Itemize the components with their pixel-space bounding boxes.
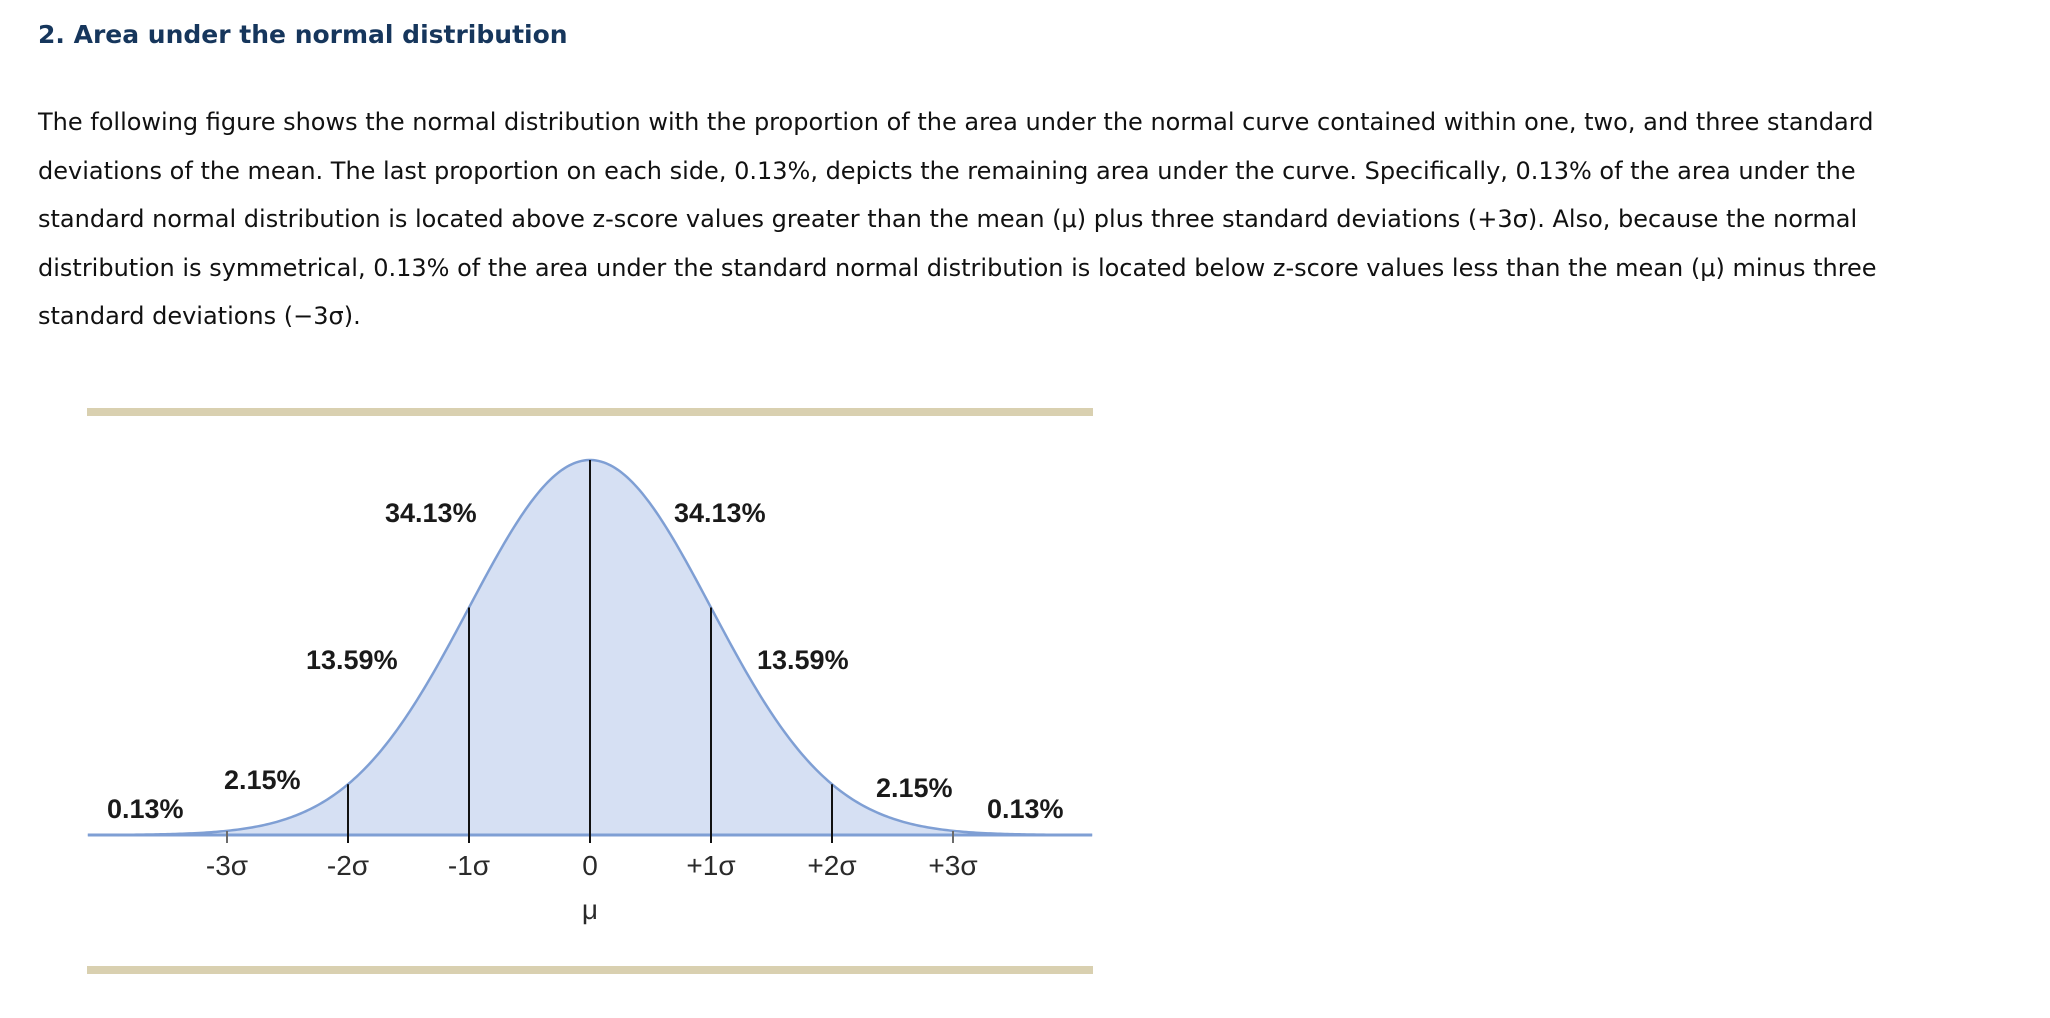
tick-label-zero: 0: [582, 850, 598, 881]
percent-label-plus1-plus2: 13.59%: [757, 645, 849, 675]
tick-label-minus2: -2σ: [326, 850, 370, 881]
percent-label-minus1-mean: 34.13%: [385, 498, 477, 528]
tick-label-minus3: -3σ: [205, 850, 249, 881]
normal-distribution-chart: [87, 408, 1093, 978]
percent-label-minus2-minus1: 13.59%: [306, 645, 398, 675]
figure-bottom-border: [87, 966, 1093, 974]
percent-label-right-tail: 0.13%: [987, 794, 1064, 824]
section-heading: 2. Area under the normal distribution: [38, 20, 568, 49]
percent-label-mean-plus1: 34.13%: [674, 498, 766, 528]
percent-label-plus2-plus3: 2.15%: [876, 773, 953, 803]
tick-label-plus3: +3σ: [928, 850, 978, 881]
intro-paragraph: The following figure shows the normal distribution with the proportion of the area under the normal curve contained within one, two, and three standard deviations of the mean. The last proportion on each side, 0.13%, depicts the remaining area under the curve. Specifically, 0.13% of the area under the standard normal distribution is located above z-score values greater than the mean (μ) plus three standard deviations (+3σ). Also, because the normal distribution is symmetrical, 0.13% of the area under the standard normal distribution is located below z-score values less than the mean (μ) minus three standard deviations (−3σ).: [38, 108, 1877, 330]
mean-symbol-label: μ: [581, 894, 599, 925]
figure-top-border: [87, 408, 1093, 416]
normal-distribution-figure: [87, 408, 1093, 978]
tick-label-plus1: +1σ: [686, 850, 736, 881]
percent-label-left-tail: 0.13%: [107, 794, 184, 824]
percent-label-minus3-minus2: 2.15%: [224, 765, 301, 795]
tick-label-minus1: -1σ: [447, 850, 491, 881]
tick-label-plus2: +2σ: [807, 850, 857, 881]
